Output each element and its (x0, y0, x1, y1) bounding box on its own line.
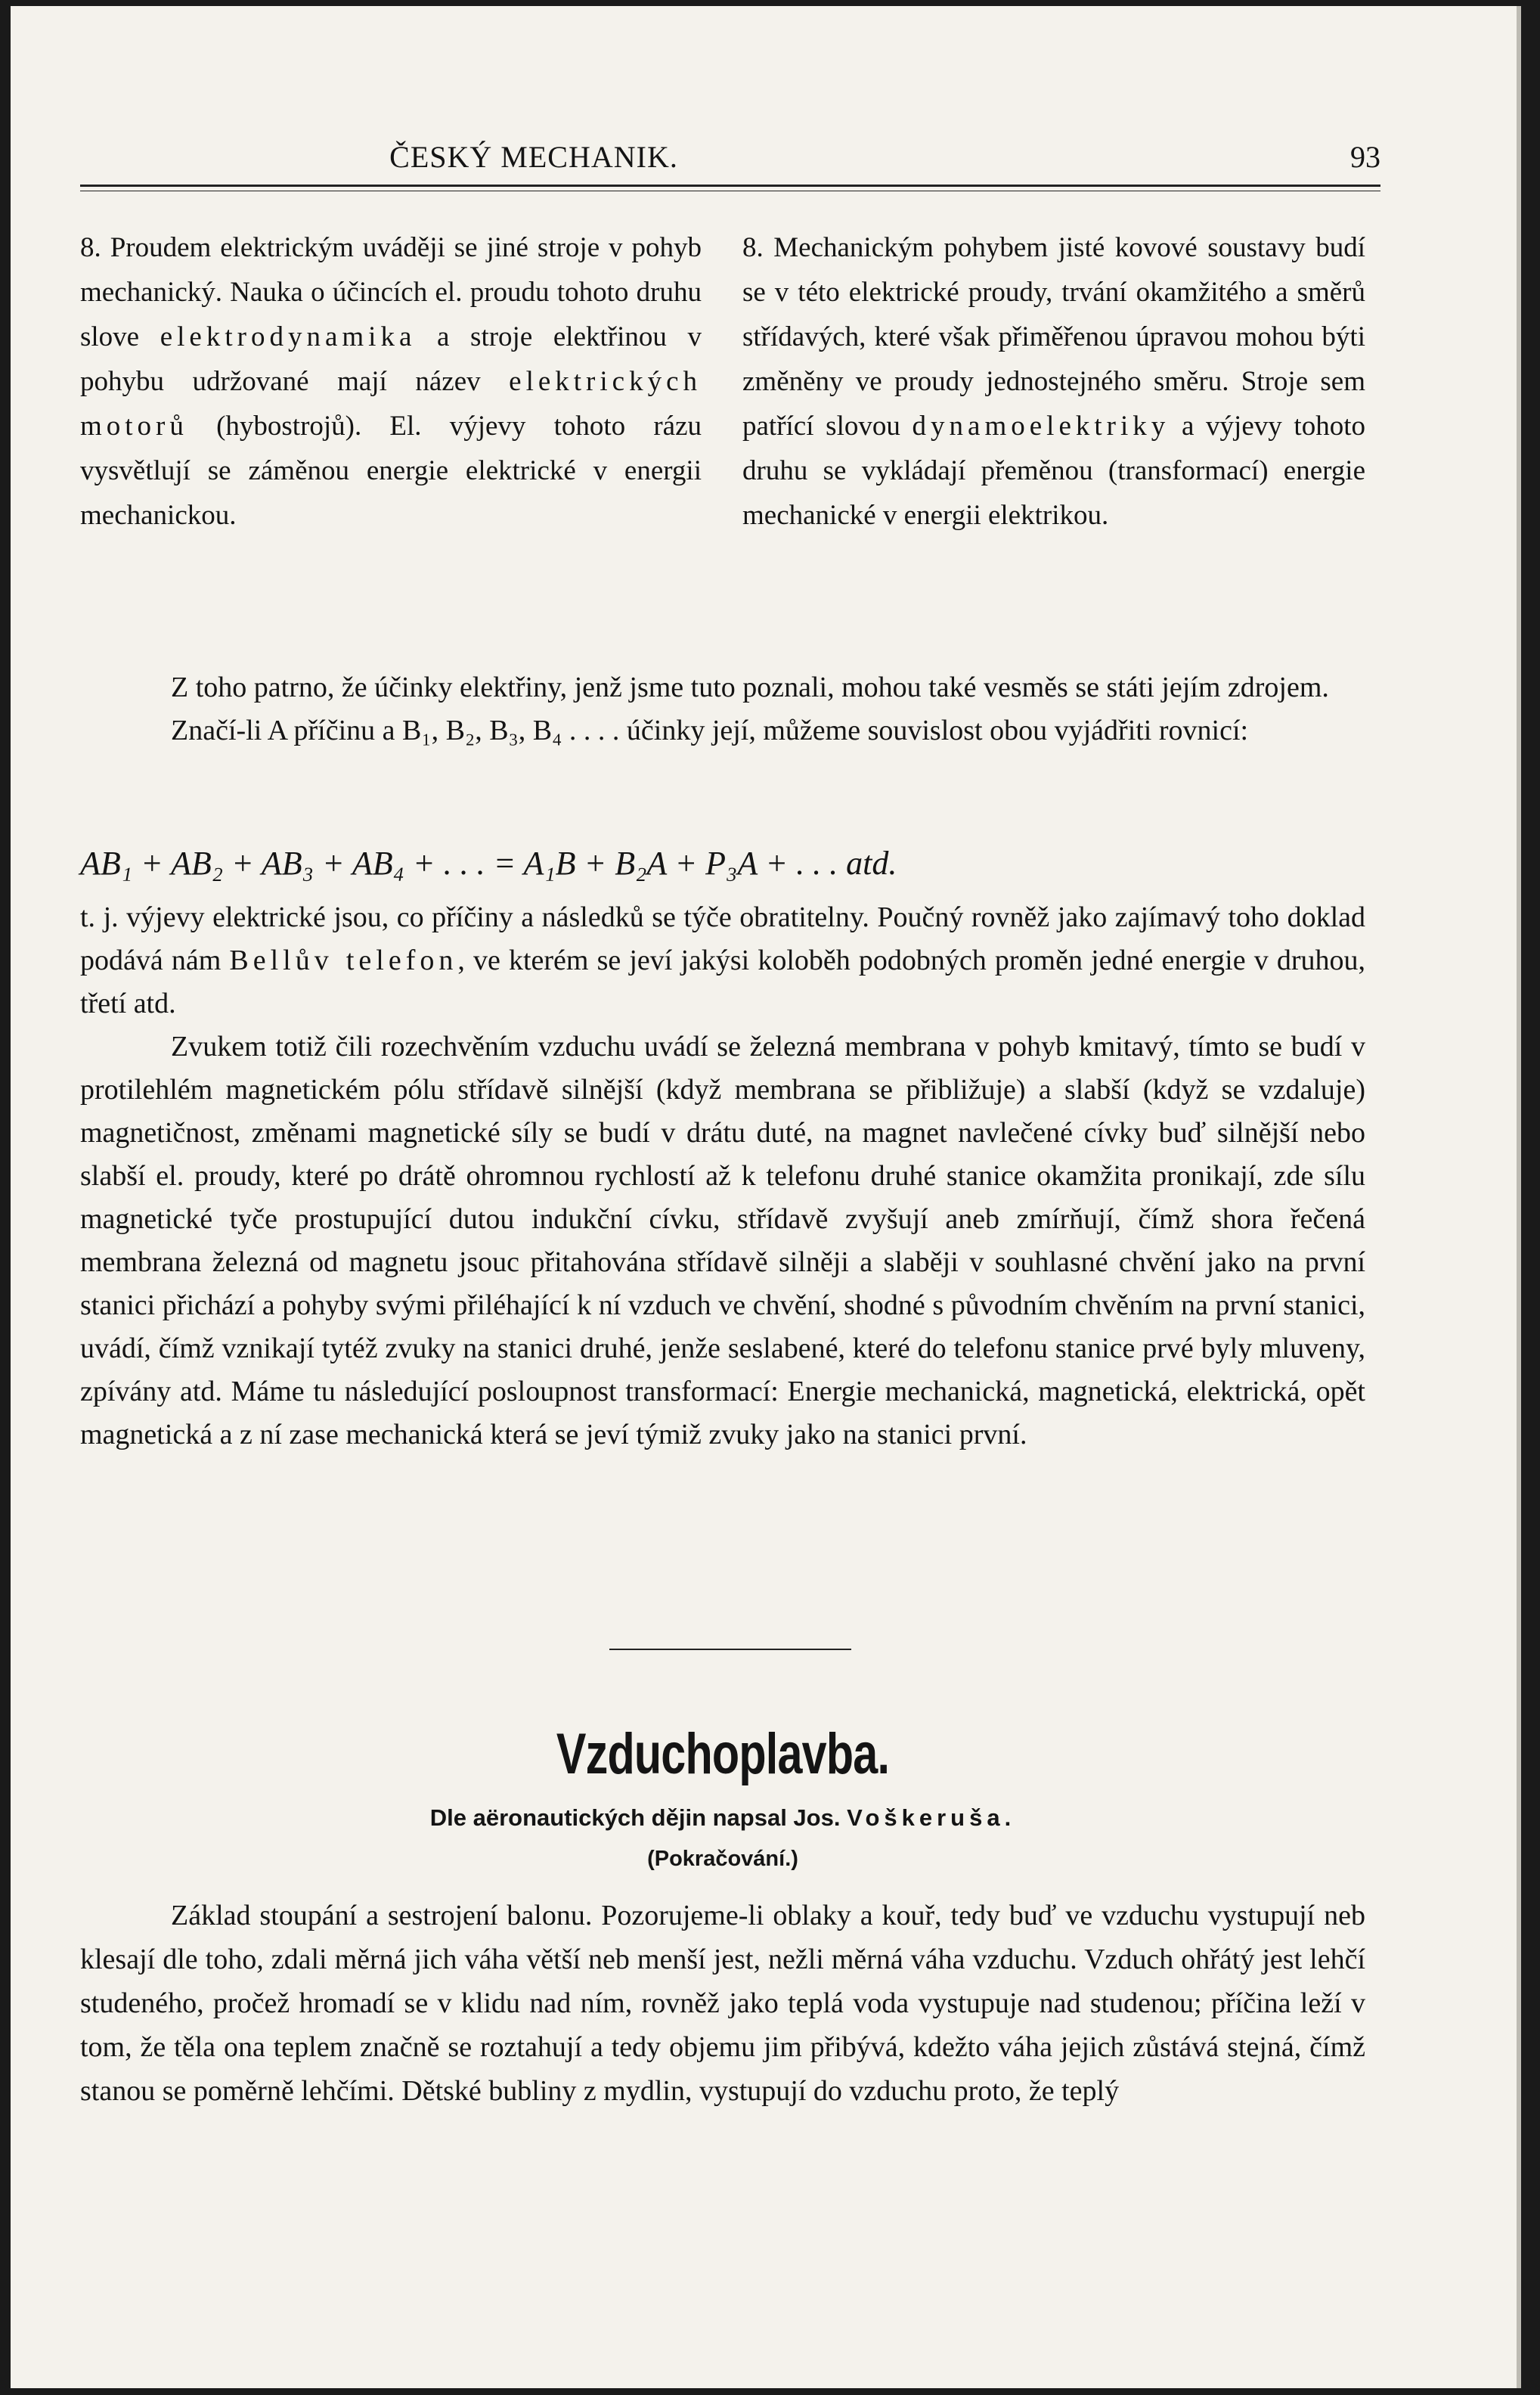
page (11, 6, 1521, 2388)
continuation-note: (Pokračování.) (647, 1847, 798, 1871)
header-rule (80, 185, 1380, 187)
term-elektrodynamika: elektrodynamika (160, 321, 417, 352)
paragraph-zaklad: Základ stoupání a sestrojení balonu. Pozorujeme-li oblaky a kouř, tedy buď ve vzduchu vystupují neb klesají dle toho, zdali měrná jich váha větší neb menší jest, nežli měrná váha vzduchu. Vzduch ohřátý jest lehčí studeného, pročež hromadí se v klidu nad ním, rovněž jako teplá voda vystupuje nad studenou; příčina leží v tom, že těla ona teplem značně se roztahují a tedy objemu jim přibývá, kdežto váha jejich zůstává stejná, čímž stanou se poměrně lehčími. Dětské bubliny z mydlin, vystupují do vzduchu proto, že teplý (80, 1900, 1365, 2107)
right-column (742, 225, 1365, 538)
equation: AB₁ + AB₂ + AB₃ + AB₄ + . . . = A₁B + B₂A + P₃A + . . . atd. (80, 845, 897, 882)
page-number: 93 (1350, 140, 1380, 174)
section-title: Vzduchoplavba. (556, 1722, 890, 1786)
page-header (80, 139, 1380, 185)
body-text-top (80, 666, 1365, 752)
left-column (80, 225, 702, 538)
term-dynamoelektriky: dynamoelektriky (912, 411, 1170, 442)
section-byline: Dle aëronautických dějin napsal Jos. Voškeruša. (429, 1804, 1016, 1831)
paragraph-z-toho: Z toho patrno, že účinky elektřiny, jenž jsme tuto poznali, mohou také vesměs se státi jejím zdrojem. (171, 672, 1329, 703)
paragraph-zvukem: Zvukem totiž čili rozechvěním vzduchu uvádí se železná membrana v pohyb kmitavý, tímto se budí v protilehlém magnetickém pólu střídavě silnější (když membrana se přibližuje) a slabší (když se vzdaluje) magnetičnost, změnami magnetické síly se budí v drátu duté, na magnet navlečené cívky buď silnější nebo slabší el. proudy, které po drátě ohromnou rychlostí až k telefonu druhé stanice okamžita pronikají, zde sílu magnetické tyče prostupující dutou indukční cívku, střídavě zvyšují aneb zmírňují, čímž shora řečená membrana železná od magnetu jsouc přitahována střídavě silněji a slaběji v souhlasné chvění jako na první stanici přichází a pohyby svými přiléhající k ní vzduch ve chvění, shodné s původním chvěním na první stanici, uvádí, čímž vznikají tytéž zvuky na stanici druhé, jenže seslabené, které do telefonu stanice prvé byly mluveny, zpívány atd. Máme tu následující posloupnost transformací: Energie mechanická, magnetická, elektrická, opět magnetická a z ní zase mechanická která se jeví týmiž zvuky jako na stanici první. (80, 1031, 1365, 1450)
body-text-main (80, 896, 1365, 1457)
right-column-paragraph: 8. Mechanickým pohybem jisté kovové soustavy budí se v této elektrické proudy, trvání okamžitého a směrů střídavých, které však přiměřenou úpravou mohou býti změněny ve proudy jednostejného směru. Stroje sem patřící slovou dynamoelektriky a výjevy tohoto druhu se vykládají přeměnou (transformací) energie mechanické v energii elektrikou. (742, 232, 1365, 531)
term-belluv-telefon: Bellův telefon (229, 945, 458, 976)
section-divider (609, 1649, 851, 1650)
running-title: ČESKÝ MECHANIK. (389, 140, 678, 174)
page-content (80, 6, 1380, 2388)
paragraph-znaci-li: Značí-li A příčinu a B₁, B₂, B₃, B₄ . . . . účinky její, můžeme souvislost obou vyjádřiti rovnicí: (171, 715, 1249, 746)
paragraph-vyjevy: t. j. výjevy elektrické jsou, co příčiny a následků se týče obratitelny. Poučný rovněž jako zajímavý toho doklad podává nám Bellův telefon, ve kterém se jeví jakýsi koloběh podobných proměn jedné energie v druhou, třetí atd. (80, 901, 1365, 1019)
section-body (80, 1894, 1365, 2113)
author-name: Voškeruša. (847, 1804, 1016, 1831)
term-elektrickych-motoru: elektrických motorů (80, 366, 702, 442)
left-column-paragraph: 8. Proudem elektrickým uváději se jiné stroje v pohyb mechanický. Nauka o účincích el. proudu tohoto druhu slove elektrodynamika a stroje elektřinou v pohybu udržované mají název elektrických motorů (hybostrojů). El. výjevy tohoto rázu vysvětlují se záměnou energie elektrické v energii mechanickou. (80, 232, 702, 531)
